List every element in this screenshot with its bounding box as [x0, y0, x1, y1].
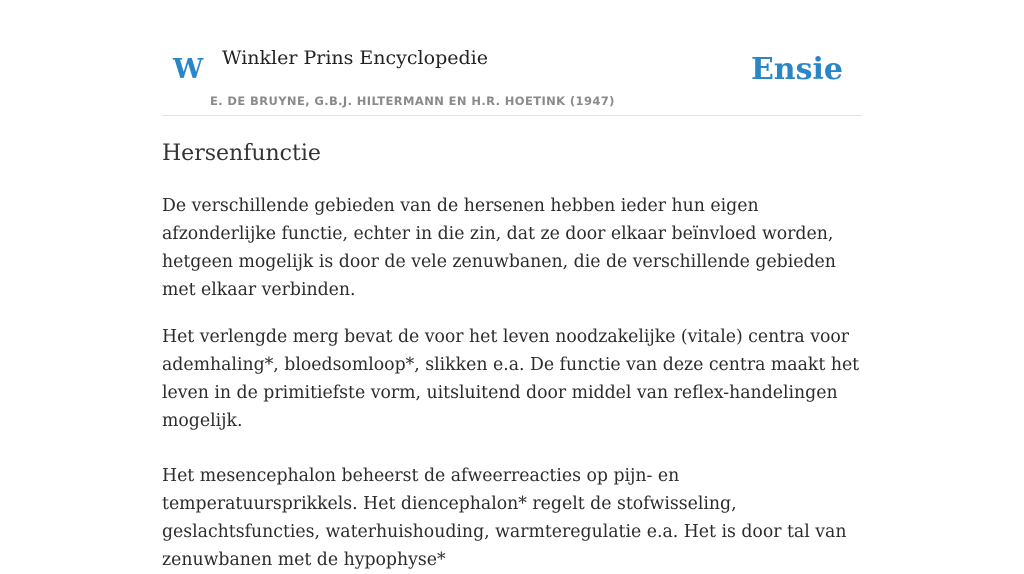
- article-paragraph-3: Het mesencephalon beheerst de afweerreacties op pijn- en temperatuursprikkels. Het diencephalon* regelt de stofwisseling, geslachtsfuncties, waterhuishouding, warmteregulatie e.a. Het is door tal van zenuwbanen met de hypophyse*: [162, 466, 847, 570]
- article-paragraph-1: De verschillende gebieden van de hersenen hebben ieder hun eigen afzonderlijke functie, echter in die zin, dat ze door elkaar beïnvloed worden, hetgeen mogelijk is door de vele zenuwbanen, die de verschillende gebieden met elkaar verbinden.: [162, 196, 836, 300]
- encyclopedia-authors: E. DE BRUYNE, G.B.J. HILTERMANN EN H.R. HOETINK (1947): [210, 94, 615, 108]
- site-header: [162, 36, 862, 116]
- article-paragraph-2: Het verlengde merg bevat de voor het leven noodzakelijke (vitale) centra voor ademhaling*, bloedsomloop*, slikken e.a. De functie van deze centra maakt het leven in de primitiefste vorm, uitsluitend door middel van reflex-handelingen mogelijk.: [162, 327, 860, 431]
- ensie-brand-logo[interactable]: Ensie: [750, 52, 843, 87]
- article-headword: Hersenfunctie: [162, 141, 321, 166]
- winkler-prins-logo[interactable]: W: [173, 54, 204, 85]
- article-body: [162, 136, 862, 574]
- encyclopedia-title[interactable]: Winkler Prins Encyclopedie: [222, 47, 488, 69]
